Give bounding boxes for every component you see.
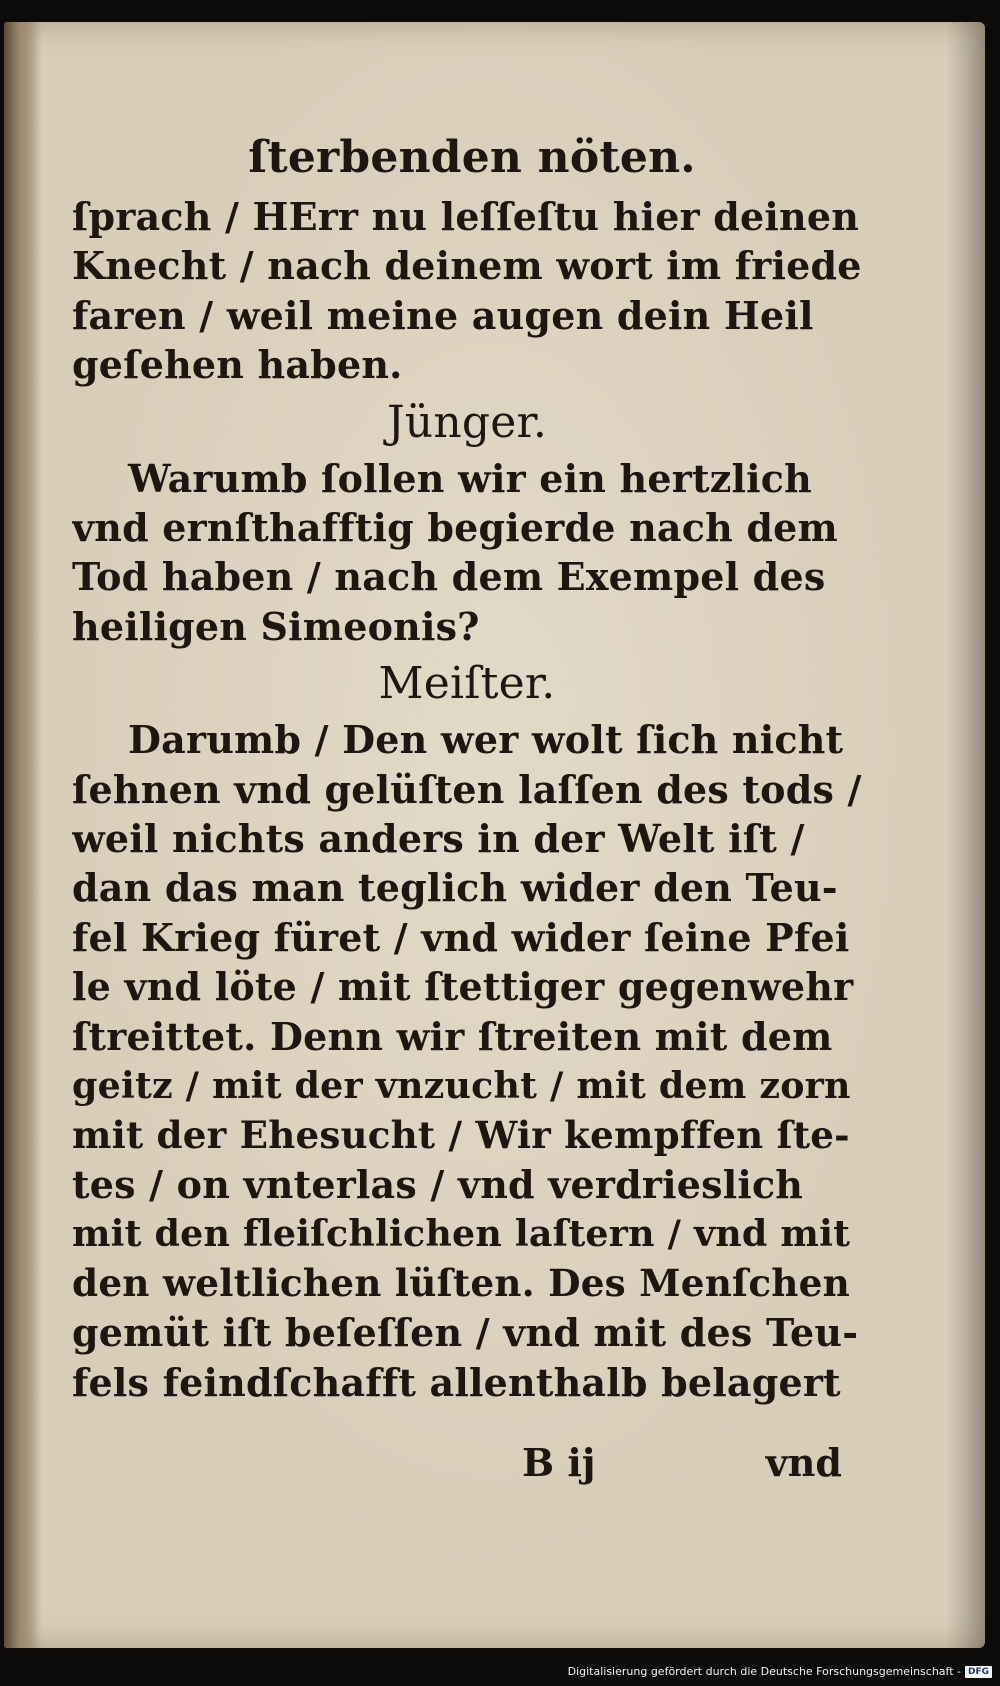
text-line: ſprach / HErr nu leſſeſtu hier deinen (72, 194, 860, 239)
text-line: Darumb / Den wer wolt ſich nicht (128, 717, 844, 763)
section-heading-meister: Meiſter. (378, 658, 556, 710)
running-head: ſterbenden nöten. (248, 132, 696, 183)
text-line: fel Krieg füret / vnd wider ſeine Pfei (72, 914, 850, 960)
text-line: gemüt iſt beſeſſen / vnd mit des Teu- (72, 1310, 859, 1356)
text-line: fels feindſchafft allenthalb belagert (72, 1359, 841, 1405)
text-line: Knecht / nach deinem wort im friede (72, 243, 862, 289)
catchword: vnd (765, 1440, 842, 1485)
signature-mark: B ij (522, 1440, 596, 1485)
text-line: weil nichts anders in der Welt iſt / (72, 816, 805, 862)
page-text-block (72, 132, 862, 1407)
text-line: dan das man teglich wider den Teu- (72, 865, 838, 911)
text-line: Warumb ſollen wir ein hertzlich (128, 455, 812, 501)
text-line: vnd ernſthafftig begierde nach dem (72, 505, 838, 551)
page-gutter-shadow (4, 22, 40, 1648)
text-line: faren / weil meine augen dein Heil (72, 292, 814, 338)
digitization-credit (568, 1665, 992, 1678)
text-line: mit den fleiſchlichen laſtern / vnd mit (72, 1212, 851, 1256)
book-page (4, 22, 985, 1648)
text-line: ſtreittet. Denn wir ſtreiten mit dem (72, 1013, 833, 1059)
text-line: le vnd löte / mit ſtettiger gegenwehr (72, 964, 854, 1010)
text-line: geſehen haben. (72, 342, 403, 388)
text-line: tes / on vnterlas / vnd verdrieslich (72, 1161, 804, 1207)
text-line: Tod haben / nach dem Exempel des (72, 554, 826, 600)
text-line: heiligen Simeonis? (72, 603, 480, 649)
text-line: ſehnen vnd gelüſten laſſen des tods / (72, 766, 862, 812)
text-line: geitz / mit der vnzucht / mit dem zorn (72, 1064, 851, 1108)
dfg-logo: DFG (965, 1666, 992, 1678)
text-line: mit der Ehesucht / Wir kempffen ſte- (72, 1112, 850, 1157)
section-heading-juenger: Jünger. (386, 396, 548, 448)
credit-text: Digitalisierung gefördert durch die Deutsche Forschungsgemeinschaft - (567, 1665, 961, 1678)
text-line: den weltlichen lüſten. Des Menſchen (72, 1260, 851, 1305)
